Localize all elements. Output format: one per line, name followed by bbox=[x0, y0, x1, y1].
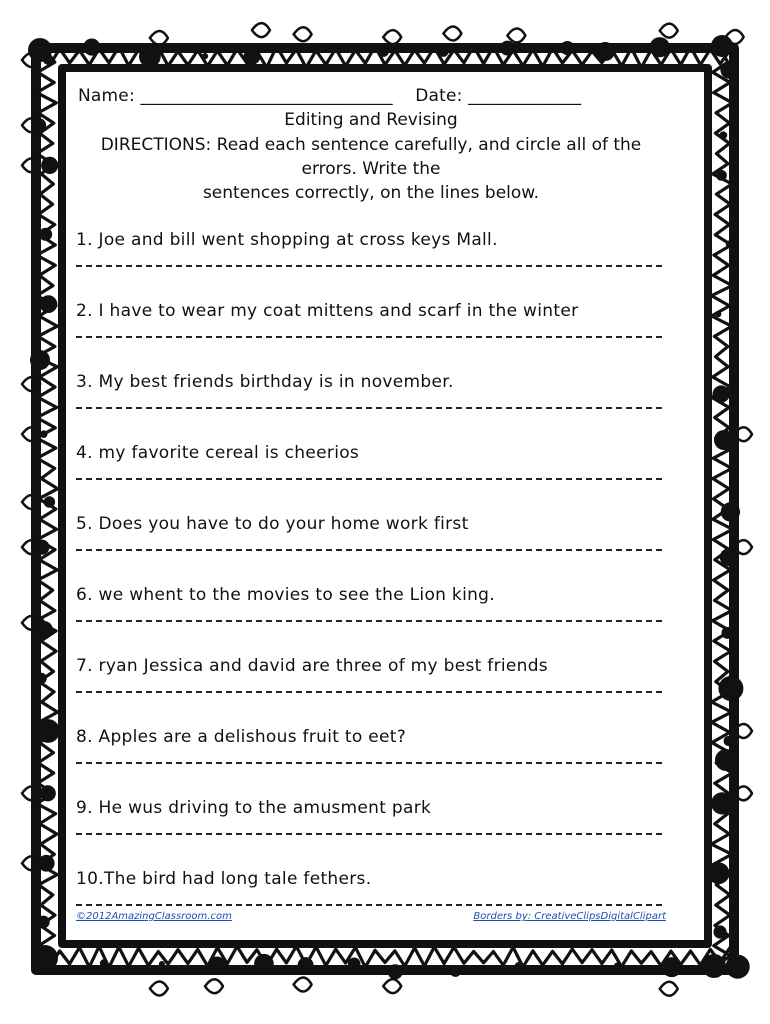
sentence-text: 7. ryan Jessica and david are three of my best friends bbox=[76, 656, 548, 676]
date-label: Date: bbox=[415, 86, 463, 106]
sentence-item-6 bbox=[76, 583, 666, 654]
directions-line-2: sentences correctly, on the lines below. bbox=[202, 183, 540, 203]
sentence-item-3 bbox=[76, 370, 666, 441]
sentence-text: 9. He wus driving to the amusment park bbox=[76, 798, 432, 818]
page-title: Editing and Revising bbox=[284, 110, 458, 130]
sentence-item-7 bbox=[76, 654, 666, 725]
sentence-text: 10.The bird had long tale fethers. bbox=[76, 869, 372, 889]
worksheet-sheet bbox=[70, 75, 672, 930]
directions-line-1: DIRECTIONS: Read each sentence carefully, and circle all of the errors. Write the bbox=[100, 135, 642, 179]
sentence-item-10 bbox=[76, 867, 666, 938]
sentence-item-4 bbox=[76, 441, 666, 512]
answer-line bbox=[76, 612, 662, 622]
sentence-text: 6. we whent to the movies to see the Lion king. bbox=[76, 585, 495, 605]
name-label: Name: bbox=[78, 86, 135, 106]
answer-line bbox=[76, 754, 662, 764]
sentence-item-8 bbox=[76, 725, 666, 796]
directions-text bbox=[80, 133, 662, 205]
sentence-item-2 bbox=[76, 299, 666, 370]
answer-line bbox=[76, 399, 662, 409]
sentence-item-9 bbox=[76, 796, 666, 867]
sentence-text: 8. Apples are a delishous fruit to eet? bbox=[76, 727, 407, 747]
sentence-text: 1. Joe and bill went shopping at cross keys Mall. bbox=[76, 230, 498, 250]
sentence-text: 5. Does you have to do your home work first bbox=[76, 514, 469, 534]
sentence-text: 3. My best friends birthday is in november. bbox=[76, 372, 454, 392]
answer-line bbox=[76, 683, 662, 693]
answer-line bbox=[76, 470, 662, 480]
sentence-text: 4. my favorite cereal is cheerios bbox=[76, 443, 360, 463]
sentence-item-5 bbox=[76, 512, 666, 583]
copyright-link[interactable]: ©2012AmazingClassroom.com bbox=[76, 911, 232, 922]
answer-line bbox=[76, 541, 662, 551]
border-credit-link[interactable]: Borders by: CreativeClipsDigitalClipart bbox=[473, 911, 666, 922]
answer-line bbox=[76, 896, 662, 906]
name-date-row bbox=[78, 86, 664, 106]
answer-line bbox=[76, 328, 662, 338]
date-blank: _____________ bbox=[468, 86, 582, 106]
sentence-text: 2. I have to wear my coat mittens and scarf in the winter bbox=[76, 301, 579, 321]
answer-line bbox=[76, 825, 662, 835]
sentence-list bbox=[76, 228, 666, 938]
sentence-item-1 bbox=[76, 228, 666, 299]
answer-line bbox=[76, 257, 662, 267]
name-blank: _____________________________ bbox=[140, 86, 393, 106]
